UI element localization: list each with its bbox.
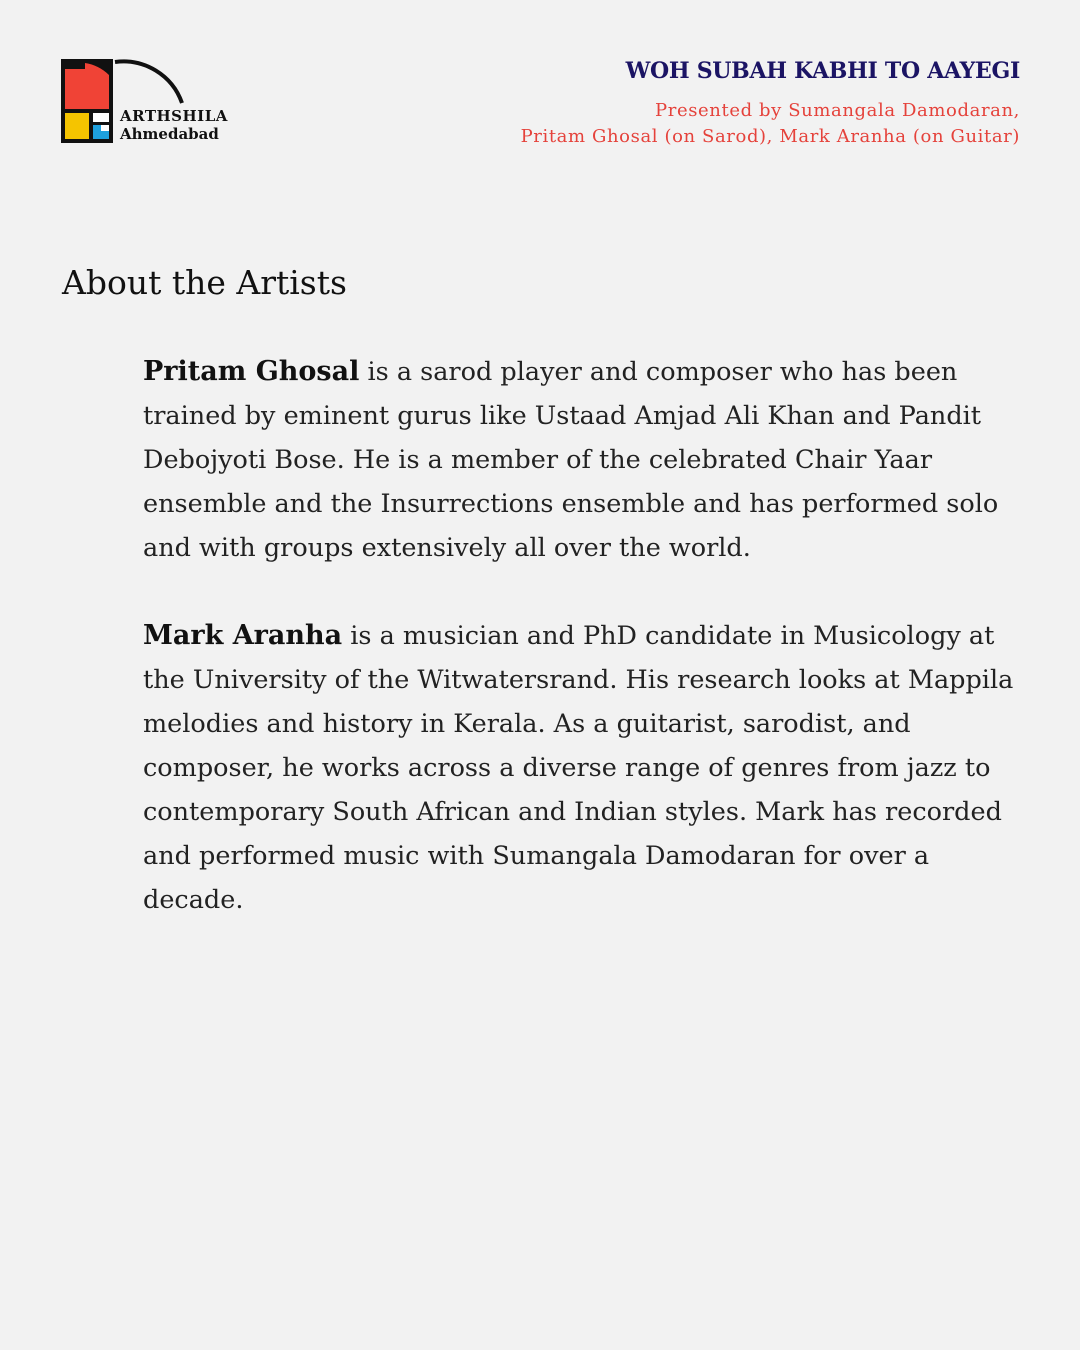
artist-bio-pritam-ghosal xyxy=(143,350,1023,570)
logo-city: Ahmedabad xyxy=(120,125,219,143)
presenters-credit xyxy=(521,98,1020,150)
artist-name: Mark Aranha xyxy=(143,620,343,651)
artist-name: Pritam Ghosal xyxy=(143,356,360,387)
artist-bio-text: is a sarod player and composer who has been trained by eminent gurus like Ustaad Amjad Ali Khan and Pandit Debojyoti Bose. He is a member of the celebrated Chair Yaar ensemble and the Insurrections ensemble and has performed solo and with groups extensively all over the world. xyxy=(143,357,999,563)
artist-bios xyxy=(143,350,1023,966)
artist-bio-text: is a musician and PhD candidate in Musicology at the University of the Witwatersrand. His research looks at Mappila melodies and history in Kerala. As a guitarist, sarodist, and composer, he works across a diverse range of genres from jazz to contemporary South African and Indian styles. Mark has recorded and performed music with Sumangala Damodaran for over a decade. xyxy=(143,621,1014,915)
presenters-line-2: Pritam Ghosal (on Sarod), Mark Aranha (on Guitar) xyxy=(520,126,1020,147)
section-heading: About the Artists xyxy=(62,263,347,302)
event-title: WOH SUBAH KABHI TO AAYEGI xyxy=(625,58,1020,84)
artist-bio-mark-aranha xyxy=(143,614,1023,922)
presenters-line-1: Presented by Sumangala Damodaran, xyxy=(655,100,1020,121)
arthshila-logo xyxy=(61,59,241,149)
logo-name: ARTHSHILA xyxy=(120,107,228,125)
